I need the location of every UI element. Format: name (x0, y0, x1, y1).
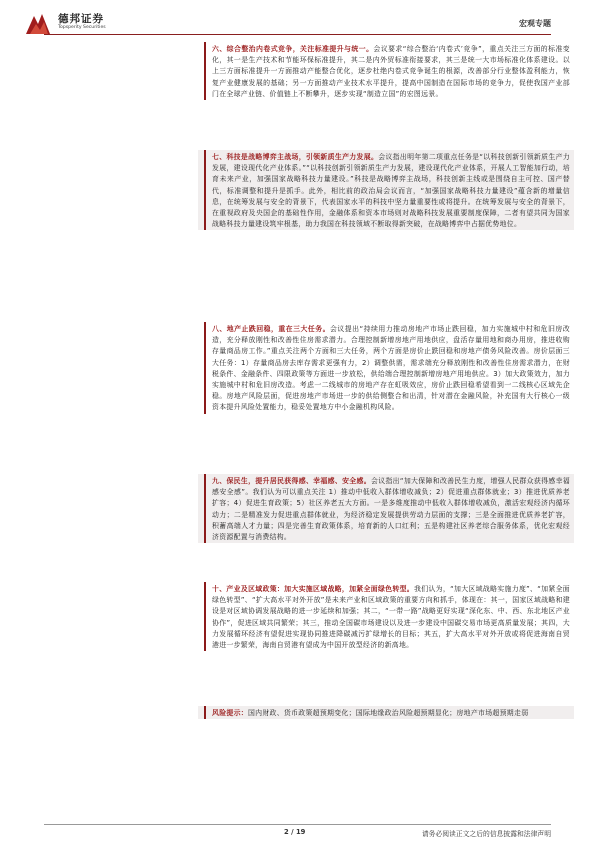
section-paragraph (212, 474, 570, 543)
section-body: 会议提出“持续用力推动房地产市场止跌回稳，加力实施城中村和危旧房改造，充分释放刚性和改善性住房需求潜力。合理控制新增房地产用地供应，盘活存量用地和商办用房，推进收购存量商品房工作。”重点关注两个方面和三大任务，两个方面是房价止跌回稳和房地产债务风险改善。房价层面三大任务：1）存量商品房去库存需求更强有力，2）调整供需，需求端充分释放刚性和改善性住房需求潜力，在财税条件、金融条件、四限政策等方面进一步放松，供给端合理控制新增房地产用地供应。3）加大政策效力，加力实施城中村和危旧房改造。考虑一二线城市的房地产存在虹吸效应，房价止跌回稳希望看到一二线核心区域先企稳。房地产风险层面，促进房地产市场进一步的供给侧整合和出清，针对潜在金融风险，补充国有大行核心一级资本提升风险处置能力，稳妥处置地方中小金融机构风险。 (212, 325, 570, 412)
section-inner-competition (198, 42, 574, 100)
section-real-estate (198, 322, 574, 414)
section-risk-warning (198, 706, 574, 719)
logo-mark-icon (24, 10, 52, 36)
section-heading: 六、综合整治内卷式竞争，关注标准提升与统一。 (212, 45, 374, 53)
section-body: 会议指出“加大保障和改善民生力度，增强人民群众获得感幸福感安全感”。我们认为可以重点关注 1）推动中低收入群体增收减负；2）促进重点群体就业；3）推进优质养老扩容；4）促进生育政策；5）社区养老五大方面。一是多维度推动中低收入群体增收减负，激活宏观经济内循环动力；二是精准发力促进重点群体就业，为经济稳定发展提供劳动力层面的支撑；三是全面推进优质养老扩容，积蓄高端人才力量；四是完善生育政策体系，培育新的人口红利；五是构建社区养老综合服务体系，优化宏观经济资源配置与消费结构。 (212, 477, 570, 542)
section-body: 我们认为，“加大区域战略实施力度”、“加紧全面绿色转型”、“扩大高水平对外开放”是未来产业和区域政策的重要方向和抓手，体现在：其一，国家区域战略和建设是对区域协调发展战略的进一步延续和加强；其二，“一带一路”战略更好实现“深化东、中、西、东北地区产业协作”，促进区域共同繁荣；其三，推动全国碳市场建设以及进一步建设中国碳交易市场更高质量发展；其四，大力发展循环经济有望促进实现协同推进降碳减污扩绿增长的目标；其五，扩大高水平对外开放或将促进海南自贸港进一步繁荣，海南自贸港有望成为中国开放型经济的新高地。 (212, 585, 570, 650)
section-paragraph (212, 582, 570, 651)
logo-text-cn: 德邦证券 (58, 13, 104, 25)
section-body: 会议要求“综合整治‘内卷式’竞争”，重点关注三方面的标准变化，其一是生产技术和节能环保标准提升，其二是内外贸标准衔接要求，其三是统一大市场标准化体系建设。以上三方面标准提升一方面推动产能整合优化，逐步杜绝内卷式竞争诞生的根源，改善部分行业整体盈利能力，恢复产业健康发展的基础；另一方面推动产业技术水平提升，提高中国制造在国际市场的竞争力，促使我国产业部门在全球产业链、价值链上不断攀升，逐步实现“制造立国”的宏图远景。 (212, 45, 571, 98)
section-livelihood (198, 474, 574, 543)
header-divider (44, 34, 551, 35)
legal-disclaimer: 请务必阅读正文之后的信息披露和法律声明 (421, 830, 551, 838)
page-header (0, 0, 595, 40)
footer-divider (44, 824, 551, 825)
section-heading: 九、保民生，提升居民获得感、幸福感、安全感。 (212, 477, 371, 485)
section-paragraph (212, 150, 570, 230)
report-type-label: 宏观专题 (519, 19, 551, 28)
section-paragraph (212, 322, 570, 414)
risk-body: 国内财政、货币政策超预期变化；国际地缘政治风险超预期显化；房地产市场超预期走弱 (247, 709, 529, 717)
section-heading: 十、产业及区域政策：加大实施区域战略，加紧全面绿色转型。 (212, 585, 415, 593)
section-paragraph (212, 42, 570, 100)
section-technology (198, 150, 574, 230)
section-heading: 七、科技是战略博弈主战场，引领新质生产力发展。 (212, 153, 379, 161)
logo-text-en: Topsperity Securities (58, 25, 106, 30)
risk-heading: 风险提示： (212, 709, 248, 717)
page-number: 2 / 19 (284, 828, 306, 836)
section-paragraph (212, 706, 570, 719)
section-body: 会议指出明年第二项重点任务是“以科技创新引领新质生产力发展，建设现代化产业体系。”“以科技创新引领新质生产力发展，建设现代化产业体系，开展人工智能加行动，培育未来产业，加强国家战略科技力量建设。”科技是战略博弈主战场，科技创新主线或是围绕自主可控、国产替代，标准调整和提升是抓手。此外，相比前的政治局会议而言，“加强国家战略科技力量建设”蕴含新的增量信息，在统筹发展与安全的背景下，代表国家水平的科技中坚力量重要性或将提升。在统筹发展与安全的背景下，在重视政府及央国企的基础性作用，金融体系和资本市场则对战略科技发展重要制度保障，二者有望共同为国家战略科技力量建设筑牢根基，助力我国在科技领域不断取得新突破，在战略博弈中占据优势地位。 (212, 153, 570, 229)
section-heading: 八、地产止跌回稳，重在三大任务。 (212, 325, 331, 333)
section-industry-region (198, 582, 574, 651)
company-logo (24, 10, 134, 36)
